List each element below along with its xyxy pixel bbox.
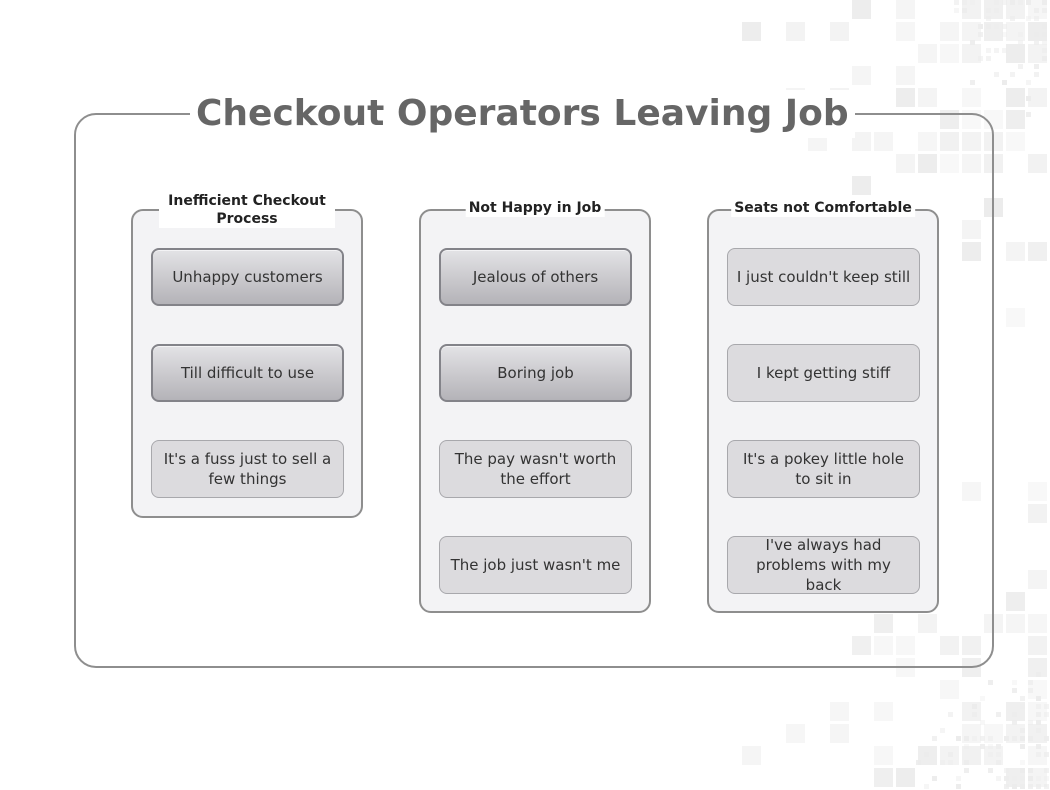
category-inefficient-checkout-process [131,193,363,518]
mosaic-tile [980,696,985,701]
mosaic-tile [1012,712,1017,717]
mosaic-tile [1002,0,1007,5]
mosaic-tile [962,88,981,107]
mosaic-tile [978,56,983,61]
mosaic-tile [1034,64,1039,69]
mosaic-tile [1026,0,1031,5]
mosaic-tile [940,760,945,765]
mosaic-tile [1004,768,1009,773]
mosaic-tile [986,24,991,29]
mosaic-tile [786,22,805,41]
mosaic-tile [874,746,893,765]
mosaic-tile [940,22,959,41]
mosaic-tile [996,744,1001,749]
mosaic-tile [1036,704,1041,709]
mosaic-tile [1010,0,1015,5]
mosaic-tile [1006,308,1025,327]
mosaic-tile [1002,24,1007,29]
mosaic-tile [1018,40,1023,45]
mosaic-tile [1028,636,1047,655]
mosaic-tile [1044,736,1049,741]
mosaic-tile [1042,32,1047,37]
mosaic-tile [978,24,983,29]
mosaic-tile [830,724,849,743]
mosaic-tile [1012,784,1017,789]
mosaic-tile [954,0,959,5]
category-title: Seats not Comfortable [731,199,915,217]
mosaic-tile [1044,768,1049,773]
mosaic-tile [1034,24,1039,29]
mosaic-tile [1020,760,1025,765]
mosaic-tile [932,736,937,741]
mosaic-tile [986,16,991,21]
mosaic-tile [994,8,999,13]
mosaic-tile [1036,728,1041,733]
mosaic-tile [1034,32,1039,37]
mosaic-tile [1042,0,1047,5]
mosaic-tile [978,32,983,37]
mosaic-tile [1036,752,1041,757]
mosaic-tile [1002,80,1007,85]
cause-card[interactable]: I've always had problems with my back [727,536,920,594]
mosaic-tile [1028,688,1033,693]
mosaic-tile [964,760,969,765]
mosaic-tile [1012,688,1017,693]
mosaic-tile [996,712,1001,717]
mosaic-tile [988,744,993,749]
mosaic-tile [1028,570,1047,589]
mosaic-tile [918,44,937,63]
mosaic-tile [1006,110,1025,129]
mosaic-tile [1026,16,1031,21]
mosaic-tile [994,48,999,53]
mosaic-tile [972,704,977,709]
mosaic-tile [986,56,991,61]
mosaic-tile [1020,768,1025,773]
mosaic-tile [1034,72,1039,77]
cause-card[interactable]: I just couldn't keep still [727,248,920,306]
cause-card[interactable]: Unhappy customers [151,248,344,306]
mosaic-tile [1034,8,1039,13]
mosaic-tile [1036,712,1041,717]
mosaic-tile [1028,154,1047,173]
mosaic-tile [1044,704,1049,709]
mosaic-tile [988,680,993,685]
mosaic-tile [964,736,969,741]
mosaic-tile [994,24,999,29]
mosaic-tile [1020,776,1025,781]
mosaic-tile [1028,736,1033,741]
mosaic-tile [948,752,953,757]
mosaic-tile [984,724,1003,743]
mosaic-tile [986,48,991,53]
mosaic-tile [1028,680,1033,685]
mosaic-tile [954,8,959,13]
mosaic-tile [786,724,805,743]
mosaic-tile [896,768,915,787]
mosaic-tile [1044,752,1049,757]
mosaic-tile [1042,56,1047,61]
mosaic-tile [1026,112,1031,117]
mosaic-tile [896,66,915,85]
category-seats-not-comfortable [707,200,939,613]
mosaic-tile [852,0,871,19]
mosaic-tile [852,66,871,85]
mosaic-tile [1020,784,1025,789]
mosaic-tile [1034,40,1039,45]
mosaic-tile [980,720,985,725]
mosaic-tile [1012,736,1017,741]
mosaic-tile [1020,736,1025,741]
mosaic-tile [994,0,999,5]
mosaic-tile [1042,48,1047,53]
mosaic-tile [1036,720,1041,725]
mosaic-tile [924,752,929,757]
mosaic-tile [918,88,937,107]
mosaic-tile [1006,44,1025,63]
mosaic-tile [1034,16,1039,21]
mosaic-tile [830,702,849,721]
cause-card[interactable]: Till difficult to use [151,344,344,402]
mosaic-tile [956,776,961,781]
cause-card[interactable]: The pay wasn't worth the effort [439,440,632,498]
mosaic-tile [988,752,993,757]
mosaic-tile [1026,80,1031,85]
mosaic-tile [874,768,893,787]
mosaic-tile [1028,482,1047,501]
mosaic-tile [962,702,981,721]
mosaic-tile [994,72,999,77]
mosaic-tile [1026,96,1031,101]
mosaic-tile [1006,614,1025,633]
mosaic-tile [980,736,985,741]
mosaic-tile [940,728,945,733]
mosaic-tile [1042,40,1047,45]
mosaic-tile [916,760,921,765]
mosaic-tile [996,760,1001,765]
mosaic-tile [1028,784,1033,789]
mosaic-tile [1042,8,1047,13]
mosaic-tile [956,736,961,741]
mosaic-tile [1010,16,1015,21]
mosaic-tile [986,8,991,13]
cause-card[interactable]: I kept getting stiff [727,344,920,402]
mosaic-tile [1036,696,1041,701]
mosaic-tile [1012,776,1017,781]
mosaic-tile [1010,72,1015,77]
mosaic-tile [940,680,959,699]
mosaic-tile [996,776,1001,781]
mosaic-tile [948,760,953,765]
mosaic-tile [988,768,993,773]
mosaic-tile [1036,784,1041,789]
mosaic-tile [964,768,969,773]
mosaic-tile [962,0,967,5]
mosaic-tile [742,746,761,765]
mosaic-tile [1004,776,1009,781]
mosaic-tile [874,702,893,721]
mosaic-tile [1028,504,1047,523]
mosaic-tile [932,776,937,781]
mosaic-tile [970,80,975,85]
mosaic-tile [1028,242,1047,261]
mosaic-tile [1036,744,1041,749]
mosaic-tile [1006,242,1025,261]
mosaic-tile [1006,592,1025,611]
mosaic-tile [1010,96,1015,101]
mosaic-tile [972,736,977,741]
mosaic-tile [830,22,849,41]
mosaic-tile [1020,728,1025,733]
mosaic-tile [1020,696,1025,701]
mosaic-tile [972,712,977,717]
mosaic-tile [1006,22,1025,41]
mosaic-tile [970,0,975,5]
mosaic-tile [962,8,967,13]
mosaic-tile [1044,784,1049,789]
mosaic-tile [1028,614,1047,633]
category-title: Inefficient Checkout Process [159,192,335,228]
mosaic-tile [1002,48,1007,53]
cause-card[interactable]: It's a pokey little hole to sit in [727,440,920,498]
mosaic-tile [1012,680,1017,685]
mosaic-tile [1002,32,1007,37]
mosaic-tile [1044,712,1049,717]
mosaic-tile [1036,672,1041,677]
mosaic-tile [1006,88,1025,107]
mosaic-tile [1004,784,1009,789]
mosaic-tile [1028,768,1033,773]
mosaic-tile [1036,776,1041,781]
diagram-title: Checkout Operators Leaving Job [190,90,855,138]
mosaic-tile [1028,776,1033,781]
mosaic-tile [988,736,993,741]
mosaic-tile [896,88,915,107]
mosaic-tile [1004,736,1009,741]
mosaic-tile [956,784,961,789]
mosaic-tile [940,44,959,63]
mosaic-tile [896,0,915,19]
mosaic-tile [1018,32,1023,37]
mosaic-tile [1042,24,1047,29]
mosaic-tile [1044,776,1049,781]
mosaic-tile [1028,720,1033,725]
mosaic-tile [896,22,915,41]
cause-card[interactable]: Boring job [439,344,632,402]
mosaic-tile [964,744,969,749]
category-not-happy-in-job [419,200,651,613]
mosaic-tile [1020,704,1025,709]
mosaic-tile [742,22,761,41]
mosaic-tile [924,784,929,789]
mosaic-tile [948,712,953,717]
cause-card[interactable]: It's a fuss just to sell a few things [151,440,344,498]
mosaic-tile [1006,132,1025,151]
mosaic-tile [970,40,975,45]
mosaic-tile [1018,64,1023,69]
mosaic-tile [1012,720,1017,725]
mosaic-tile [996,752,1001,757]
mosaic-tile [980,744,985,749]
cause-card[interactable]: The job just wasn't me [439,536,632,594]
mosaic-tile [1020,744,1025,749]
cause-card[interactable]: Jealous of others [439,248,632,306]
category-title: Not Happy in Job [466,199,605,217]
mosaic-tile [1018,0,1023,5]
